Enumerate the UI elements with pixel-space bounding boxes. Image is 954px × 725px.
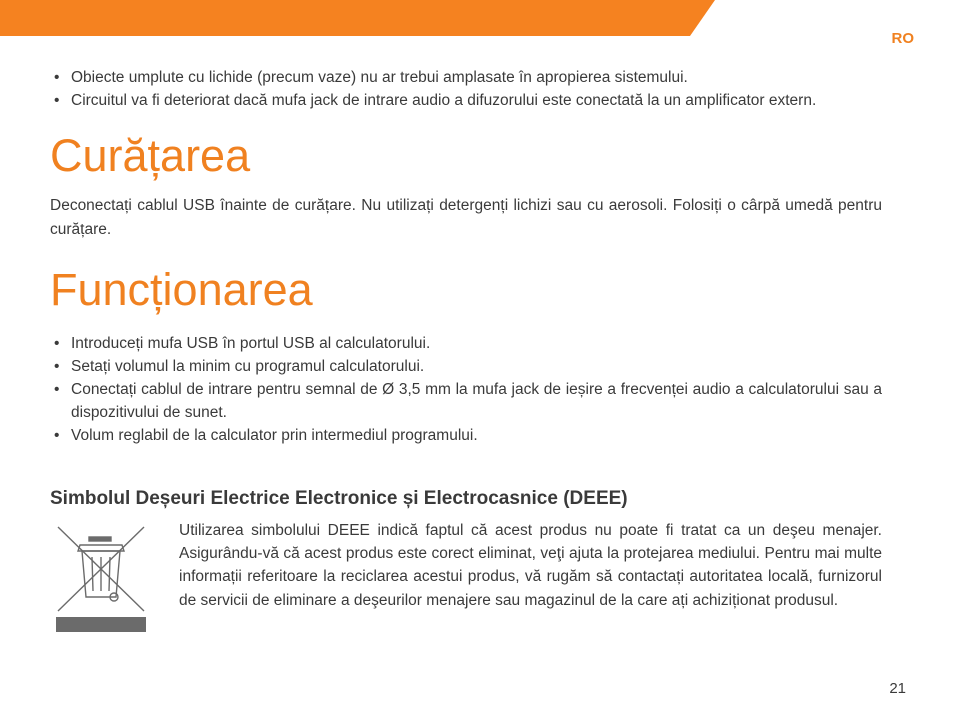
operation-title: Funcționarea — [50, 264, 313, 315]
list-item: • Volum reglabil de la calculator prin intermediul programului. — [50, 424, 882, 447]
weee-heading: Simbolul Deșeuri Electrice Electronice și Electrocasnice (DEEE) — [50, 488, 628, 509]
list-item: • Circuitul va fi deteriorat dacă mufa jack de intrare audio a difuzorului este conectată la un amplificator extern. — [50, 89, 882, 112]
list-item: • Setați volumul la minim cu programul calculatorului. — [50, 355, 882, 378]
cleaning-text: Deconectați cablul USB înainte de curățare. Nu utilizați detergenți lichizi sau cu aerosoli. Folosiți o cârpă umedă pentru curățare. — [50, 197, 882, 238]
list-item: • Conectați cablul de intrare pentru semnal de Ø 3,5 mm la mufa jack de ieșire a frecvenței audio a calculatorului sau a dispozitivului de sunet. — [50, 378, 882, 424]
language-tag: RO — [891, 30, 914, 47]
crossed-out-wheelie-bin-icon — [56, 525, 146, 637]
list-item: • Obiecte umplute cu lichide (precum vaze) nu ar trebui amplasate în apropierea sistemului. — [50, 66, 882, 89]
weee-section — [50, 519, 882, 634]
list-item: • Introduceți mufa USB în portul USB al calculatorului. — [50, 332, 882, 355]
cleaning-title: Curățarea — [50, 130, 251, 181]
intro-bullet-list — [50, 66, 882, 112]
page-content — [50, 66, 882, 634]
page-number: 21 — [889, 680, 906, 697]
weee-text: Utilizarea simbolului DEEE indică faptul că acest produs nu poate fi tratat ca un deşeu menajer. Asigurându-vă că acest produs este corect eliminat, veţi ajuta la protejarea mediului. Pentru mai multe informații referitoare la reciclarea acestui produs, vă rugăm să contactați autoritatea locală, furnizorul de servicii de eliminare a deşeurilor menajere sau magazinul de la care ați achiziționat produsul. — [179, 522, 882, 609]
header-band — [0, 0, 954, 40]
operation-bullet-list — [50, 332, 882, 447]
